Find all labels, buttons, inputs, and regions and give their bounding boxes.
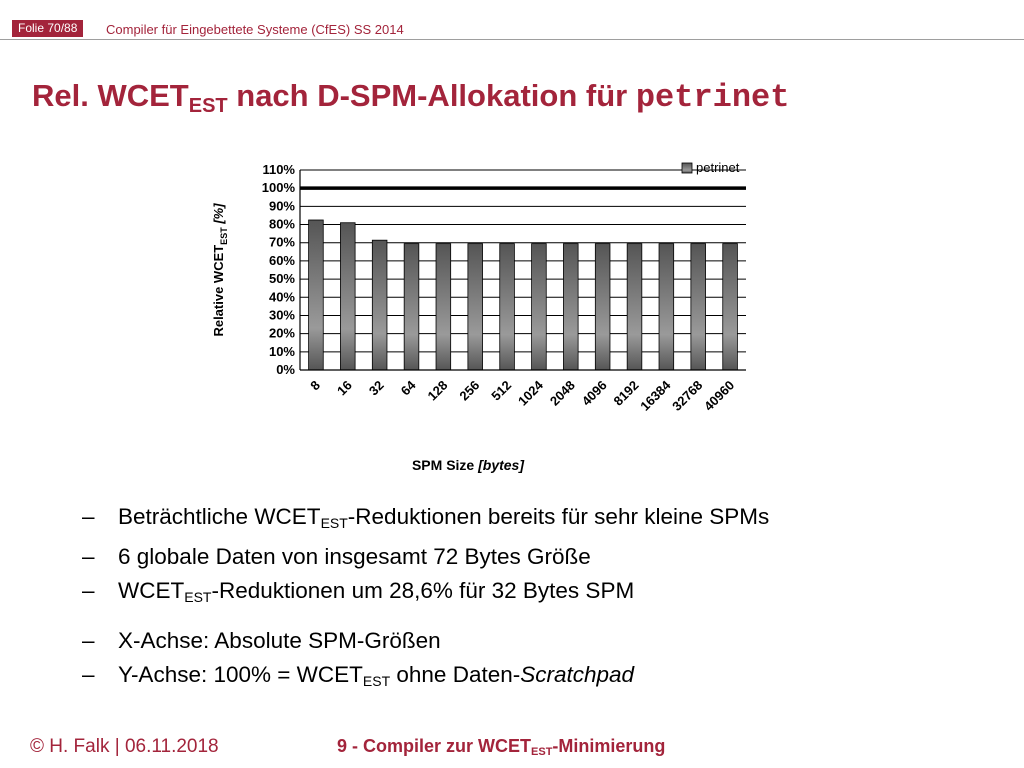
bullet-item: – Beträchtliche $WCET_{EST}$-Reduktionen bereits für sehr kleine SPMs <box>82 504 770 531</box>
y-tick-label: 40% <box>268 289 295 305</box>
bar-16384 <box>659 244 674 370</box>
bullet-item: – 6 globale Daten von insgesamt 72 Bytes Größe <box>82 544 591 569</box>
y-tick-label: 30% <box>268 307 295 323</box>
y-tick-label: 80% <box>268 216 295 232</box>
x-tick-label: 512 <box>488 377 515 404</box>
y-tick-label: 90% <box>268 198 295 214</box>
y-tick-label: 60% <box>268 252 295 268</box>
bar-32768 <box>691 244 706 370</box>
bar-2048 <box>563 244 578 370</box>
title-prefix: Rel. WCET <box>32 78 189 113</box>
bar-16 <box>340 223 355 370</box>
title-code: petrinet <box>635 79 790 116</box>
bullet-list <box>82 500 769 698</box>
x-tick-label: 16 <box>334 377 355 399</box>
bullet-item: – X-Achse: Absolute SPM-Größen <box>82 628 441 653</box>
x-tick-label: 8192 <box>610 377 642 409</box>
x-tick-label: 40960 <box>701 377 738 414</box>
header-rule <box>0 39 1024 40</box>
y-tick-label: 100% <box>261 180 295 196</box>
y-tick-label: 70% <box>268 234 295 250</box>
bullet-item: – $WCET_{EST}$-Reduktionen um 28,6% für 32 Bytes SPM <box>82 578 635 605</box>
x-tick-label: 4096 <box>578 377 610 409</box>
x-tick-label: 8 <box>307 377 324 394</box>
bar-8192 <box>627 244 642 370</box>
x-tick-label: 2048 <box>546 377 578 409</box>
title-middle: nach D-SPM-Allokation für <box>227 78 636 113</box>
bullet-item: – Y-Achse: $100\% = WCET_{EST}$ ohne Daten-Scratchpad <box>82 662 635 689</box>
y-tick-label: 0% <box>276 362 295 377</box>
x-tick-label: 32768 <box>669 377 706 414</box>
bar-512 <box>500 244 515 370</box>
course-title: Compiler für Eingebettete Systeme (CfES) SS 2014 <box>106 22 404 37</box>
slide-number-badge: Folie 70/88 <box>12 20 83 37</box>
footer-chapter-title: 9 - Compiler zur $WCET_{EST}$-Minimierung <box>337 736 666 758</box>
legend-swatch <box>682 163 692 173</box>
legend-label: petrinet <box>696 160 740 175</box>
footer-author-date: © H. Falk | 06.11.2018 <box>30 736 219 757</box>
x-axis-label: SPM Size [bytes] <box>411 457 525 473</box>
bar-40960 <box>723 244 738 370</box>
bar-64 <box>404 244 419 370</box>
bar-128 <box>436 244 451 370</box>
bar-256 <box>468 244 483 370</box>
title-subscript: EST <box>188 95 228 117</box>
y-axis-label: Relative $WCET_{EST}$ [%] <box>211 203 229 337</box>
x-tick-label: 128 <box>424 377 451 404</box>
y-tick-label: 20% <box>268 325 295 341</box>
bar-1024 <box>532 244 547 370</box>
x-tick-label: 32 <box>365 377 387 399</box>
bar-4096 <box>595 244 610 370</box>
y-tick-label: 50% <box>268 271 295 287</box>
y-tick-label: 10% <box>268 343 295 359</box>
y-tick-label: 110% <box>262 162 295 177</box>
x-tick-label: 64 <box>397 377 419 399</box>
bar-32 <box>372 240 387 370</box>
bar-chart <box>190 158 770 483</box>
x-tick-label: 256 <box>456 377 483 404</box>
slide-title <box>32 78 789 118</box>
bar-8 <box>309 220 324 370</box>
x-tick-label: 16384 <box>637 377 674 414</box>
x-tick-label: 1024 <box>514 377 547 409</box>
